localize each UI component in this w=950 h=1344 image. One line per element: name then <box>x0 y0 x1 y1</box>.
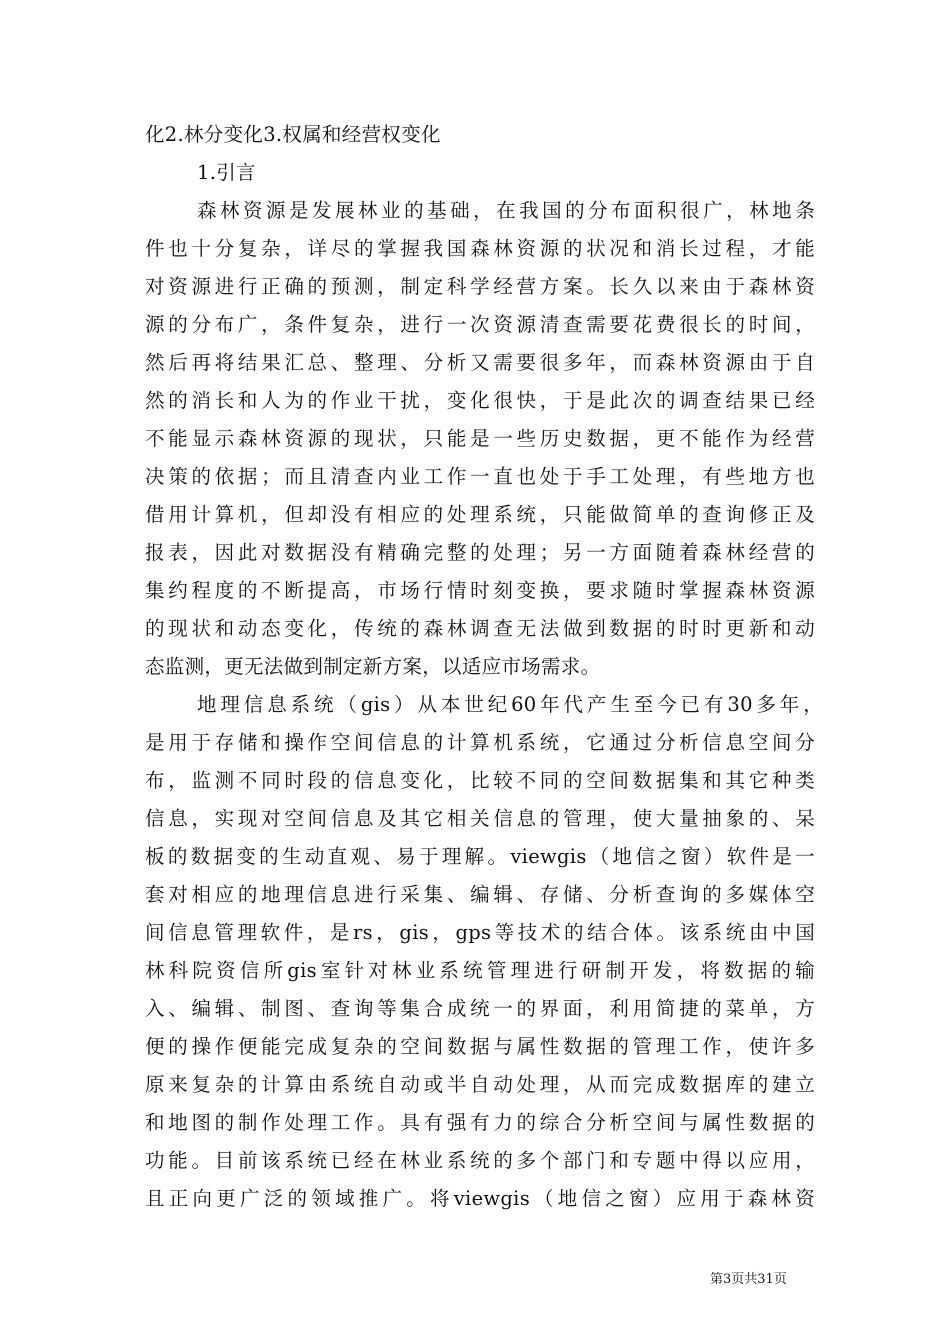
paragraph-1-line-7: 不能显示森林资源的现状，只能是一些历史数据，更不能作为经营 <box>145 427 815 450</box>
paragraph-2-line-5: 板的数据变的生动直观、易于理解。viewgis（地信之窗）软件是一 <box>145 845 815 868</box>
text-line-heading-continuation: 化2.林分变化3.权属和经营权变化 <box>145 123 441 146</box>
paragraph-1-line-12: 的现状和动态变化，传统的森林调查无法做到数据的时时更新和动 <box>145 617 815 640</box>
paragraph-2-line-9: 入、编辑、制图、查询等集合成统一的界面，利用简捷的菜单，方 <box>145 997 815 1020</box>
paragraph-2-line-6: 套对相应的地理信息进行采集、编辑、存储、分析查询的多媒体空 <box>145 883 815 906</box>
paragraph-2-line-8: 林科院资信所gis室针对林业系统管理进行研制开发，将数据的输 <box>145 959 815 982</box>
paragraph-2-line-2: 是用于存储和操作空间信息的计算机系统，它通过分析信息空间分 <box>145 731 815 754</box>
page-number-footer: 第3页共31页 <box>710 1272 787 1287</box>
paragraph-1-line-5: 然后再将结果汇总、整理、分析又需要很多年，而森林资源由于自 <box>145 351 815 374</box>
paragraph-1-line-9: 借用计算机，但却没有相应的处理系统，只能做简单的查询修正及 <box>145 503 815 526</box>
paragraph-1-line-10: 报表，因此对数据没有精确完整的处理；另一方面随着森林经营的 <box>145 541 815 564</box>
paragraph-2-line-14: 且正向更广泛的领域推广。将viewgis（地信之窗）应用于森林资 <box>145 1187 815 1210</box>
paragraph-2-line-13: 功能。目前该系统已经在林业系统的多个部门和专题中得以应用， <box>145 1149 815 1172</box>
paragraph-1-line-6: 然的消长和人为的作业干扰，变化很快，于是此次的调查结果已经 <box>145 389 815 412</box>
paragraph-1-line-4: 源的分布广，条件复杂，进行一次资源清查需要花费很长的时间， <box>145 313 815 336</box>
paragraph-2-line-12: 和地图的制作处理工作。具有强有力的综合分析空间与属性数据的 <box>145 1111 815 1134</box>
paragraph-2-line-4: 信息，实现对空间信息及其它相关信息的管理，使大量抽象的、呆 <box>145 807 815 830</box>
paragraph-1-line-11: 集约程度的不断提高，市场行情时刻变换，要求随时掌握森林资源 <box>145 579 815 602</box>
paragraph-2-line-7: 间信息管理软件，是rs，gis，gps等技术的结合体。该系统由中国 <box>145 921 815 944</box>
paragraph-1-line-13: 态监测，更无法做到制定新方案，以适应市场需求。 <box>145 655 601 678</box>
paragraph-1-line-8: 决策的依据；而且清查内业工作一直也处于手工处理，有些地方也 <box>145 465 815 488</box>
paragraph-2-line-10: 便的操作便能完成复杂的空间数据与属性数据的管理工作，使许多 <box>145 1035 815 1058</box>
paragraph-2-line-3: 布，监测不同时段的信息变化，比较不同的空间数据集和其它种类 <box>145 769 815 792</box>
paragraph-1-line-1: 森林资源是发展林业的基础，在我国的分布面积很广，林地条 <box>197 199 815 222</box>
section-heading-introduction: 1.引言 <box>197 161 256 184</box>
paragraph-1-line-2: 件也十分复杂，详尽的掌握我国森林资源的状况和消长过程，才能 <box>145 237 815 260</box>
paragraph-2-line-11: 原来复杂的计算由系统自动或半自动处理，从而完成数据库的建立 <box>145 1073 815 1096</box>
paragraph-1-line-3: 对资源进行正确的预测，制定科学经营方案。长久以来由于森林资 <box>145 275 815 298</box>
paragraph-2-line-1: 地理信息系统（gis）从本世纪60年代产生至今已有30多年， <box>197 693 823 716</box>
